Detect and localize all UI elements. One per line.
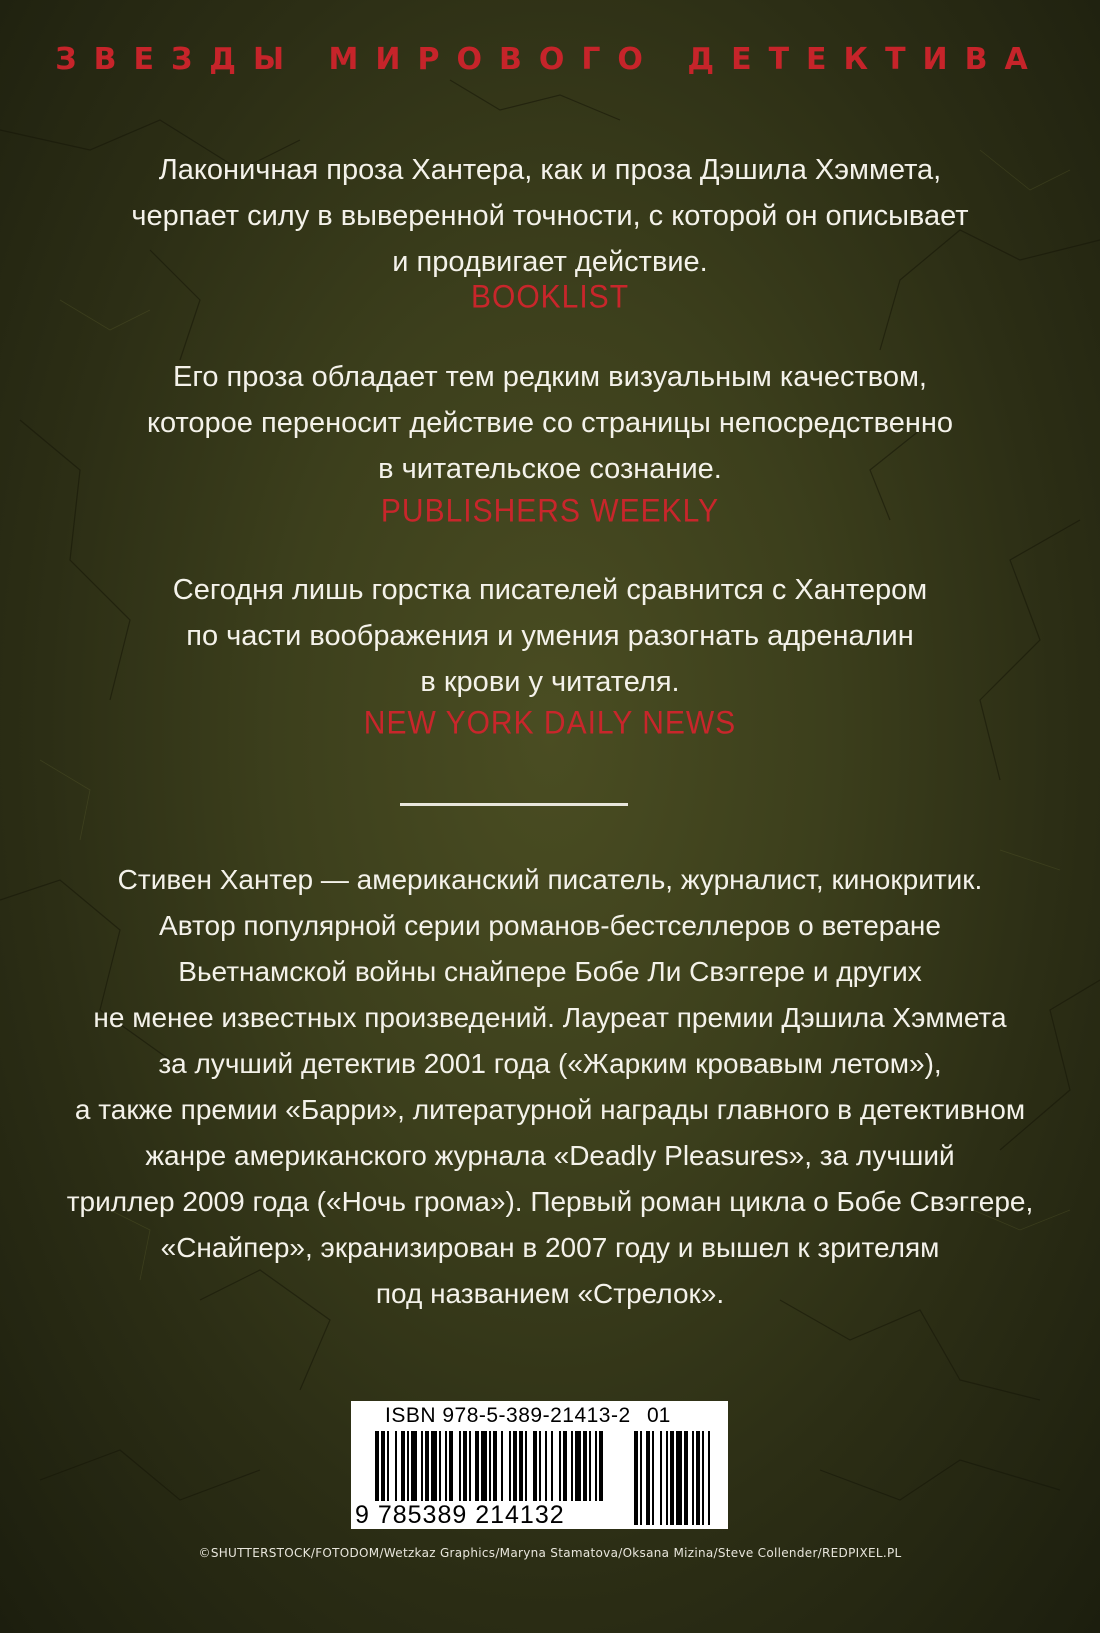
barcode-addon-bar: [634, 1431, 638, 1525]
barcode-bar: [599, 1431, 603, 1501]
barcode-bar: [509, 1431, 511, 1501]
quote-source: PUBLISHERS WEEKLY: [380, 493, 720, 530]
barcode-addon-bar: [692, 1431, 694, 1525]
quote-line: Сегодня лишь горстка писателей сравнится с Хантером: [172, 574, 928, 606]
barcode-addon-bar: [670, 1431, 674, 1525]
isbn-barcode: [351, 1401, 728, 1529]
barcode-bar: [395, 1431, 397, 1501]
bio-line: жанре американского журнала «Deadly Pleasures», за лучший: [145, 1140, 955, 1171]
photo-credits: ©SHUTTERSTOCK/FOTODOM/Wetzkaz Graphics/Maryna Stamatova/Oksana Mizina/Steve Collender/REDPIXEL.PL: [198, 1546, 902, 1560]
bio-line: Автор популярной серии романов-бестселлеров о ветеране: [159, 910, 941, 941]
barcode-bar: [431, 1431, 437, 1501]
barcode-bar: [493, 1431, 497, 1501]
barcode-bar: [551, 1431, 553, 1501]
barcode-addon-bar: [652, 1431, 654, 1525]
barcode-bar: [375, 1431, 379, 1501]
barcode-addon-bar: [684, 1431, 688, 1525]
quote-line: и продвигает действие.: [392, 246, 708, 278]
barcode-bar: [525, 1431, 527, 1501]
barcode-bar: [425, 1431, 429, 1501]
bio-line: за лучший детектив 2001 года («Жарким кровавым летом»),: [158, 1048, 942, 1079]
barcode-bar: [589, 1431, 591, 1501]
quote-line: Лаконичная проза Хантера, как и проза Дэшила Хэммета,: [158, 154, 942, 186]
barcode-bar: [407, 1431, 409, 1501]
series-title: ЗВЕЗДЫ МИРОВОГО ДЕТЕКТИВА: [55, 42, 1045, 77]
barcode-bar: [387, 1431, 389, 1501]
author-bio: [60, 857, 1040, 1317]
barcode-addon-bar: [676, 1431, 682, 1525]
bio-line: Стивен Хантер — американский писатель, журналист, кинокритик.: [117, 864, 983, 895]
barcode-bar: [449, 1431, 453, 1501]
quote-source: BOOKLIST: [470, 279, 630, 316]
barcode-bar: [445, 1431, 447, 1501]
barcode-bar: [583, 1431, 587, 1501]
barcode-addon-bar: [708, 1431, 710, 1525]
quote-text: [100, 567, 1000, 705]
divider: [400, 803, 628, 806]
barcode-bar: [381, 1431, 385, 1501]
bio-line: под названием «Стрелок».: [375, 1278, 725, 1309]
barcode-bar: [533, 1431, 537, 1501]
barcode-addon-bar: [666, 1431, 668, 1525]
quote-line: Его проза обладает тем редким визуальным качеством,: [173, 361, 927, 393]
bio-line: «Снайпер», экранизирован в 2007 году и вышел к зрителям: [160, 1232, 940, 1263]
barcode-bar: [481, 1431, 487, 1501]
barcode-bar: [559, 1431, 561, 1501]
quote-source: NEW YORK DAILY NEWS: [363, 705, 737, 742]
isbn-number: ISBN 978-5-389-21413-2: [385, 1404, 631, 1427]
barcode-bar: [469, 1431, 471, 1501]
barcode-bar: [421, 1431, 423, 1501]
barcode-bar: [563, 1431, 567, 1501]
barcode-bar: [571, 1431, 573, 1501]
quote-text: [100, 354, 1000, 492]
barcode-bar: [411, 1431, 417, 1501]
bio-line: триллер 2009 года («Ночь грома»). Первый роман цикла о Бобе Свэггере,: [66, 1186, 1034, 1217]
quote-line: в крови у читателя.: [420, 666, 680, 698]
bio-line: Вьетнамской войны снайпере Бобе Ли Свэггере и других: [178, 956, 922, 987]
barcode-bar: [595, 1431, 597, 1501]
barcode-bar: [459, 1431, 461, 1501]
quote-text: [100, 147, 1000, 285]
barcode-bar: [575, 1431, 581, 1501]
barcode-bar: [545, 1431, 547, 1501]
barcode-bar: [401, 1431, 405, 1501]
barcode-addon-bar: [640, 1431, 642, 1525]
barcode-addon-bar: [660, 1431, 662, 1525]
quote-line: в читательское сознание.: [378, 453, 722, 485]
quote-line: которое переносит действие со страницы непосредственно: [146, 407, 954, 439]
barcode-bar: [513, 1431, 517, 1501]
barcode-addon-bar: [696, 1431, 700, 1525]
bio-line: а также премии «Барри», литературной награды главного в детективном: [74, 1094, 1026, 1125]
quote-line: по части воображения и умения разогнать адреналин: [186, 620, 914, 652]
isbn-addon-code: 01: [647, 1404, 671, 1427]
barcode-bar: [489, 1431, 491, 1501]
barcode-bar: [539, 1431, 541, 1501]
barcode-bar: [439, 1431, 441, 1501]
barcode-bar: [463, 1431, 467, 1501]
barcode-addon-bar: [702, 1431, 704, 1525]
barcode-digits: 9 785389 214132: [355, 1501, 565, 1529]
barcode-bar: [501, 1431, 503, 1501]
barcode-bar: [519, 1431, 523, 1501]
bio-line: не менее известных произведений. Лауреат премии Дэшила Хэммета: [93, 1002, 1007, 1033]
quote-line: черпает силу в выверенной точности, с которой он описывает: [131, 200, 969, 232]
barcode-bar: [475, 1431, 479, 1501]
barcode-addon-bar: [646, 1431, 650, 1525]
